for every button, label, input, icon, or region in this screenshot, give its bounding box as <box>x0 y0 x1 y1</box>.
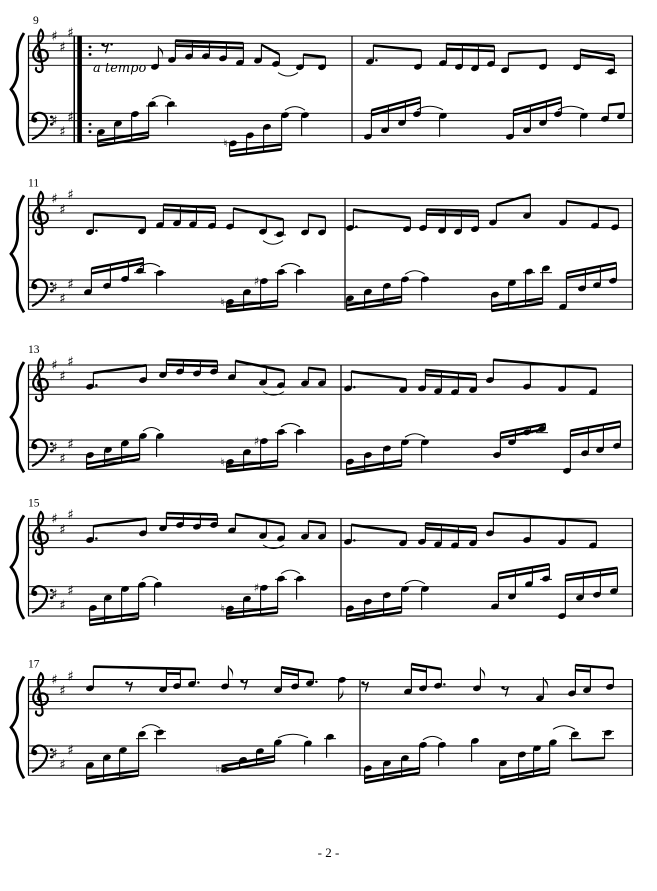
key-signature-sharp: ♯ <box>67 187 74 204</box>
tie <box>553 726 575 730</box>
beam-group <box>438 43 495 73</box>
tie <box>278 734 308 738</box>
key-signature-sharp: ♯ <box>67 742 74 759</box>
beam <box>426 213 478 217</box>
tie <box>142 725 160 729</box>
tie <box>143 427 160 431</box>
system-brace <box>11 362 24 472</box>
beam-group <box>88 581 146 626</box>
note <box>294 268 306 293</box>
beam-group <box>558 200 619 231</box>
note <box>300 111 309 136</box>
beam-group <box>220 428 287 473</box>
bass-staff-notes <box>96 96 625 158</box>
beam-group <box>85 213 146 236</box>
key-signature-sharp: ♯ <box>51 586 58 603</box>
beam-group <box>498 738 557 784</box>
beam-group <box>220 268 287 313</box>
eighth-rest-icon <box>240 679 247 690</box>
measure-number: 13 <box>28 344 40 356</box>
note <box>579 112 588 137</box>
key-signature-sharp: ♯ <box>67 507 74 524</box>
beam <box>93 665 195 670</box>
bass-staff-notes <box>88 563 618 626</box>
repeat-dot <box>89 45 92 48</box>
system-brace <box>11 33 24 146</box>
accidental: ♮ <box>220 601 225 616</box>
grand-staff-system-17 <box>11 659 633 785</box>
key-signature-sharp: ♯ <box>67 24 74 41</box>
note <box>153 581 162 606</box>
accidental: ♮ <box>215 762 220 777</box>
grand-staff-system-13 <box>11 344 633 476</box>
note <box>535 677 548 702</box>
key-signature-sharp: ♯ <box>59 683 66 700</box>
beam <box>308 366 325 371</box>
key-signature-sharp: ♯ <box>67 436 74 453</box>
bass-staff-notes <box>83 257 617 313</box>
beam-group <box>155 203 216 229</box>
bass-staff-notes <box>85 420 621 475</box>
accidental: ♯ <box>253 433 260 448</box>
tie <box>423 736 442 740</box>
key-signature-sharp: ♯ <box>59 756 66 773</box>
beam-group <box>343 370 407 394</box>
key-signature-sharp: ♯ <box>51 279 58 296</box>
tie <box>278 73 298 77</box>
beam-group <box>365 44 422 71</box>
beam-group <box>567 664 614 698</box>
system-brace <box>11 677 24 779</box>
measure-number: 15 <box>28 497 40 510</box>
note <box>470 737 479 762</box>
tie <box>281 570 300 574</box>
beam-group <box>558 262 617 311</box>
beam-group <box>343 523 407 547</box>
accidental: ♯ <box>253 273 260 288</box>
beam <box>235 360 284 373</box>
beam <box>411 668 426 673</box>
tie <box>263 241 283 245</box>
beam-group <box>485 512 597 550</box>
beam-group <box>223 111 289 157</box>
grand-staff-system-11 <box>11 177 633 313</box>
beam-group <box>572 48 617 75</box>
beam-group <box>96 100 158 147</box>
note <box>420 275 429 300</box>
note <box>420 438 429 463</box>
beam-group <box>345 585 409 622</box>
beam-group <box>363 96 421 141</box>
beam-group <box>300 520 326 541</box>
beam <box>308 520 325 525</box>
beam-group <box>220 575 287 620</box>
note <box>165 100 177 125</box>
tie <box>405 271 425 275</box>
beam-group <box>569 729 614 761</box>
beam-group <box>253 43 280 67</box>
eighth-rest-icon <box>501 686 508 697</box>
beam <box>308 213 325 218</box>
note <box>324 733 336 758</box>
note <box>294 575 306 600</box>
beam-group <box>600 102 625 123</box>
grand-staff-system-15 <box>11 497 633 626</box>
beam-group <box>418 208 479 235</box>
beam-group <box>85 517 147 544</box>
eighth-rest-icon <box>101 43 113 54</box>
grand-staff-system-9 <box>11 15 633 157</box>
key-signature-sharp: ♯ <box>51 439 58 456</box>
key-signature-sharp: ♯ <box>51 357 58 374</box>
beam-group <box>345 275 409 311</box>
beam-group <box>490 264 552 312</box>
beam <box>493 512 596 524</box>
key-signature-sharp: ♯ <box>59 368 66 385</box>
beam-group <box>492 423 548 459</box>
measure-number: 11 <box>28 177 40 190</box>
eighth-flag-icon <box>158 46 163 59</box>
key-signature-sharp: ♯ <box>67 109 74 126</box>
tie <box>281 263 300 267</box>
note <box>420 585 429 610</box>
key-signature-sharp: ♯ <box>67 276 74 293</box>
system-brace <box>11 515 24 619</box>
beam <box>166 512 217 516</box>
tempo-marking-label: a tempo <box>93 61 147 76</box>
note <box>294 428 306 453</box>
beam-group <box>227 360 285 390</box>
tie <box>285 107 305 111</box>
measure-number: 9 <box>33 15 39 27</box>
beam-group <box>273 666 317 694</box>
key-signature-sharp: ♯ <box>59 597 66 614</box>
note <box>438 112 447 137</box>
repeat-dot <box>89 130 92 133</box>
beam <box>575 669 590 673</box>
key-signature-sharp: ♯ <box>59 290 66 307</box>
key-signature-sharp: ♯ <box>51 672 58 689</box>
beam-group <box>215 738 282 776</box>
beam <box>496 193 530 206</box>
page-number: - 2 - <box>317 845 340 860</box>
note <box>337 676 346 701</box>
key-signature-sharp: ♯ <box>67 582 74 599</box>
key-signature-sharp: ♯ <box>67 353 74 370</box>
tie <box>405 434 425 438</box>
beam-group <box>83 257 146 296</box>
beam <box>93 213 145 219</box>
beam-group <box>158 512 218 532</box>
beam-group <box>485 358 597 396</box>
tie <box>152 96 171 100</box>
treble-staff-notes <box>85 193 619 244</box>
key-signature-sharp: ♯ <box>51 510 58 527</box>
beam-group <box>158 358 218 378</box>
accidental: ♮ <box>220 454 225 469</box>
key-signature-sharp: ♯ <box>59 521 66 538</box>
beam <box>281 671 298 677</box>
beam-group <box>85 730 148 784</box>
beam <box>493 358 596 370</box>
beam-group <box>227 513 285 543</box>
note <box>154 729 166 754</box>
key-signature-sharp: ♯ <box>51 28 58 45</box>
beam-group <box>300 366 326 387</box>
beam-group <box>85 432 147 470</box>
key-signature-sharp: ♯ <box>59 39 66 56</box>
system-brace <box>11 195 24 312</box>
repeat-dot <box>89 123 92 126</box>
beam-group <box>557 567 618 620</box>
beam-group <box>225 207 286 238</box>
accidental: ♮ <box>223 136 228 151</box>
beam-group <box>85 364 147 391</box>
key-signature-sharp: ♯ <box>59 124 66 141</box>
measure-number: 17 <box>28 658 40 671</box>
key-signature-sharp: ♯ <box>51 113 58 130</box>
accidental: ♮ <box>220 294 225 309</box>
beam-group <box>300 213 326 236</box>
beam <box>575 664 613 670</box>
beam <box>166 363 217 367</box>
key-signature-sharp: ♯ <box>67 668 74 685</box>
repeat-dot <box>89 53 92 56</box>
accidental: ♯ <box>253 580 260 595</box>
beam <box>163 203 215 209</box>
key-signature-sharp: ♯ <box>59 450 66 467</box>
key-signature-sharp: ♯ <box>51 745 58 762</box>
tie <box>405 580 425 584</box>
beam <box>166 517 217 521</box>
beam <box>166 672 180 675</box>
beam-group <box>345 438 409 475</box>
beam <box>608 102 624 107</box>
tie <box>281 423 300 427</box>
beam <box>508 49 546 55</box>
beam <box>233 207 283 221</box>
beam <box>235 513 284 526</box>
beam <box>166 358 217 362</box>
beam <box>261 43 279 55</box>
beam-group <box>295 53 326 71</box>
beam-group <box>363 741 427 784</box>
beam-group <box>505 96 562 141</box>
key-signature-sharp: ♯ <box>59 201 66 218</box>
treble-staff-notes <box>85 663 614 702</box>
eighth-flag-icon <box>228 665 233 678</box>
beam <box>426 208 478 212</box>
note <box>154 269 166 294</box>
key-signature-sharp: ♯ <box>51 190 58 207</box>
eighth-flag-icon <box>480 667 485 680</box>
beam <box>353 208 410 219</box>
note <box>155 432 164 457</box>
beam <box>446 47 494 52</box>
tie <box>142 576 158 580</box>
beam-group <box>500 49 547 74</box>
